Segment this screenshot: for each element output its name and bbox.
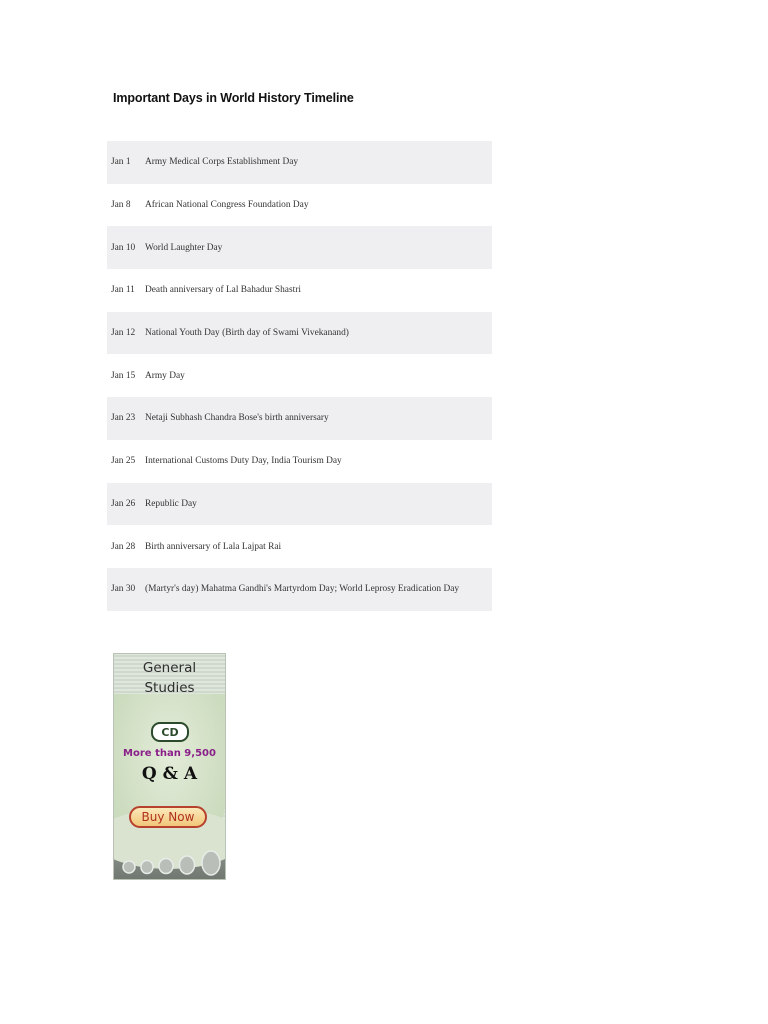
table-row: [107, 483, 492, 526]
dot-icon: [123, 861, 135, 873]
table-row: [107, 397, 492, 440]
dot-icon: [180, 856, 195, 874]
table-row: [107, 141, 492, 184]
decorative-dots-icon: [118, 850, 226, 878]
ad-qa-text: Q & A: [141, 764, 198, 784]
row-date: Jan 12: [107, 312, 145, 355]
table-row: [107, 226, 492, 269]
row-date: Jan 10: [107, 226, 145, 269]
row-date: Jan 1: [107, 141, 145, 184]
row-date: Jan 30: [107, 568, 145, 611]
cd-icon: [151, 722, 189, 742]
row-date: Jan 26: [107, 483, 145, 526]
row-date: Jan 23: [107, 397, 145, 440]
row-date: Jan 8: [111, 200, 131, 211]
row-event: Birth anniversary of Lala Lajpat Rai: [145, 541, 282, 552]
row-event: National Youth Day (Birth day of Swami Vivekanand): [145, 312, 492, 355]
table-row: [107, 354, 492, 397]
table-row: [107, 269, 492, 312]
dot-icon: [141, 861, 153, 874]
dot-icon: [202, 851, 220, 875]
buy-now-button[interactable]: [129, 806, 207, 828]
row-date: Jan 11: [111, 285, 135, 296]
row-event: African National Congress Foundation Day: [145, 200, 309, 211]
buy-now-label: Buy Now: [141, 810, 195, 824]
row-date: Jan 28: [111, 541, 136, 552]
ad-banner[interactable]: [113, 653, 226, 880]
row-event: Army Day: [145, 370, 185, 381]
table-row: [107, 568, 492, 611]
row-date: Jan 15: [111, 370, 136, 381]
row-event: International Customs Duty Day, India Tourism Day: [145, 456, 342, 467]
row-event: Republic Day: [145, 483, 492, 526]
ad-heading-line1: General: [142, 660, 197, 676]
ad-heading: [114, 658, 225, 698]
table-row: [107, 440, 492, 483]
ad-count-text: More than 9,500: [123, 748, 216, 759]
row-event: World Laughter Day: [145, 226, 492, 269]
row-date: Jan 25: [111, 456, 136, 467]
timeline-table: [107, 141, 492, 611]
row-event: (Martyr's day) Mahatma Gandhi's Martyrdom Day; World Leprosy Eradication Day: [145, 568, 492, 611]
row-event: Army Medical Corps Establishment Day: [145, 141, 492, 184]
cd-badge-label: CD: [161, 725, 179, 739]
ad-heading-line2: Studies: [144, 680, 195, 696]
table-row: [107, 525, 492, 568]
row-event: Death anniversary of Lal Bahadur Shastri: [145, 285, 301, 296]
row-event: Netaji Subhash Chandra Bose's birth anniversary: [145, 397, 492, 440]
table-row: [107, 312, 492, 355]
page-title: Important Days in World History Timeline: [113, 91, 354, 105]
table-row: [107, 184, 492, 227]
dot-icon: [159, 859, 173, 874]
